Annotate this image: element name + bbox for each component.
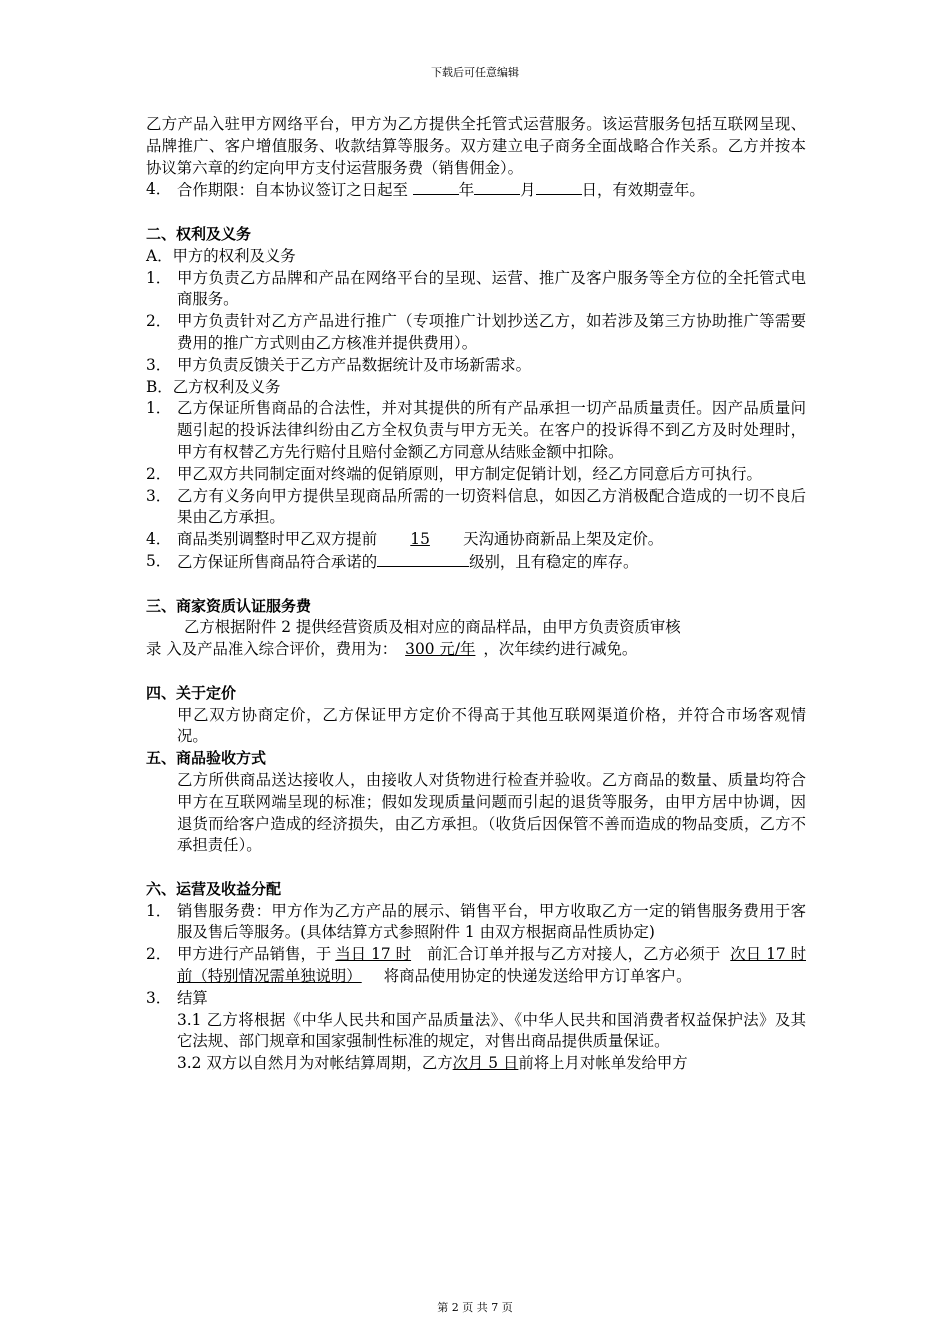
section-3-line-2 <box>146 639 806 661</box>
list-item <box>146 398 806 463</box>
item-text <box>177 551 806 574</box>
list-item <box>146 988 806 1010</box>
year-blank <box>413 179 459 195</box>
item-number: 4． <box>146 180 172 199</box>
settlement-clause-3-2 <box>146 1053 806 1075</box>
item-text-suffix: 天沟通协商新品上架及定价。 <box>463 530 664 549</box>
list-item <box>146 486 806 530</box>
item-number: 2． <box>146 945 172 964</box>
fee-value: 300 元/年 <box>405 640 476 659</box>
page-header: 下载后可任意编辑 <box>431 66 519 79</box>
month-blank <box>474 179 520 195</box>
list-item <box>146 529 806 551</box>
term-item <box>146 179 806 202</box>
item-text: 销售服务费：甲方作为乙方产品的展示、销售平台，甲方收取乙方一定的销售服务费用于客服及售后等服务。(具体结算方式参照附件 1 由双方根据商品性质协定) <box>177 901 806 942</box>
section-4-paragraph: 甲乙双方协商定价，乙方保证甲方定价不得高于其他互联网渠道价格，并符合市场客观情况。 <box>177 705 806 746</box>
fee-prefix: 录 入及产品准入综合评价，费用为： <box>146 640 398 659</box>
item-text: 甲方负责乙方品牌和产品在网络平台的呈现、运营、推广及客户服务等全方位的全托管式电商服务。 <box>177 268 806 309</box>
item-text: 乙方有义务向甲方提供呈现商品所需的一切资料信息，如因乙方消极配合造成的一切不良后果由乙方承担。 <box>177 486 806 527</box>
item-text-prefix: 商品类别调整时甲乙双方提前 <box>177 530 378 549</box>
days-value: 15 <box>410 530 430 549</box>
list-item <box>146 464 806 486</box>
item-number: 5． <box>146 551 172 570</box>
grade-blank <box>377 551 469 567</box>
order-cutoff-value: 当日 17 时 <box>335 945 412 964</box>
item-number: 2． <box>146 464 172 483</box>
item-text-prefix: 乙方保证所售商品符合承诺的 <box>177 552 378 571</box>
section-3-line-1: 乙方根据附件 2 提供经营资质及相对应的商品样品，由甲方负责资质审核 <box>184 618 681 637</box>
subsection-a-title: A．甲方的权利及义务 <box>146 246 296 265</box>
document-body <box>146 114 806 1075</box>
clause-prefix: 3.2 双方以自然月为对帐结算周期，乙方 <box>177 1054 453 1073</box>
section-2-title: 二、权利及义务 <box>146 224 252 243</box>
section-6-title: 六、运营及收益分配 <box>146 879 282 898</box>
section-3-title: 三、商家资质认证服务费 <box>146 596 312 615</box>
item-text <box>177 944 806 988</box>
item-number: 3． <box>146 355 172 374</box>
year-label: 年 <box>458 181 475 200</box>
day-blank <box>536 179 582 195</box>
term-prefix: 合作期限：自本协议签订之日起至 <box>177 181 413 200</box>
ship-deadline-value: 次日 17 时前（特别情况需单独说明） <box>177 945 806 986</box>
section-4-title: 四、关于定价 <box>146 683 237 702</box>
item-text: 结算 <box>177 988 208 1007</box>
item-text <box>177 179 806 202</box>
item-number: 3． <box>146 988 172 1007</box>
item-text-middle: 前汇合订单并报与乙方对接人，乙方必须于 <box>427 945 721 964</box>
page-footer: 第 2 页 共 7 页 <box>437 1301 513 1314</box>
item-text: 乙方保证所售商品的合法性，并对其提供的所有产品承担一切产品质量责任。因产品质量问题引起的投诉法律纠纷由乙方全权负责与甲方无关。在客户的投诉得不到乙方及时处理时，甲方有权替乙方先行赔付且赔付金额乙方同意从结账金额中扣除。 <box>177 399 806 461</box>
item-number: 1． <box>146 268 172 287</box>
subsection-b-title: B．乙方权利及义务 <box>146 377 281 396</box>
list-item <box>146 268 806 312</box>
item-text-prefix: 甲方进行产品销售，于 <box>177 945 332 964</box>
day-label: 日 <box>581 181 597 200</box>
item-text: 甲方负责针对乙方产品进行推广（专项推广计划抄送乙方，如若涉及第三方协助推广等需要费用的推广方式则由乙方核准并提供费用）。 <box>177 312 806 352</box>
list-item <box>146 944 806 988</box>
item-number: 4． <box>146 530 172 549</box>
section-5-title: 五、商品验收方式 <box>146 749 267 768</box>
item-number: 2． <box>146 312 172 331</box>
item-number: 1． <box>146 901 172 920</box>
item-text-suffix: 将商品使用协定的快递发送给甲方订单客户。 <box>383 967 692 986</box>
item-number: 1． <box>146 399 172 418</box>
intro-paragraph: 乙方产品入驻甲方网络平台，甲方为乙方提供全托管式运营服务。该运营服务包括互联网呈现、品牌推广、客户增值服务、收款结算等服务。双方建立电子商务全面战略合作关系。乙方并按本协议第六章的约定向甲方支付运营服务费（销售佣金）。 <box>146 115 806 177</box>
section-5-paragraph: 乙方所供商品送达接收人，由接收人对货物进行检查并验收。乙方商品的数量、质量均符合甲方在互联网端呈现的标准；假如发现质量问题而引起的退货等服务，由甲方居中协调，因退货而给客户造成的经济损失，由乙方承担。（收货后因保管不善而造成的物品变质，乙方不承担责任）。 <box>177 770 806 855</box>
item-text-suffix: 级别，且有稳定的库存。 <box>469 552 639 571</box>
item-number: 3． <box>146 486 172 505</box>
item-text: 甲乙双方共同制定面对终端的促销原则，甲方制定促销计划，经乙方同意后方可执行。 <box>177 464 762 483</box>
clause-suffix: 前将上月对帐单发给甲方 <box>518 1054 688 1073</box>
statement-date-value: 次月 5 日 <box>452 1054 519 1073</box>
item-text: 甲方负责反馈关于乙方产品数据统计及市场新需求。 <box>177 355 531 374</box>
list-item <box>146 901 806 945</box>
month-label: 月 <box>520 181 536 200</box>
settlement-clause-3-1: 3.1 乙方将根据《中华人民共和国产品质量法》、《中华人民共和国消费者权益保护法》及其它法规、部门规章和国家强制性标准的规定，对售出商品提供质量保证。 <box>177 1010 806 1051</box>
item-text <box>177 529 806 551</box>
fee-suffix: ，次年续约进行减免。 <box>483 640 638 659</box>
list-item <box>146 551 806 574</box>
list-item <box>146 355 806 377</box>
list-item <box>146 311 806 355</box>
term-suffix: ，有效期壹年。 <box>596 181 705 200</box>
